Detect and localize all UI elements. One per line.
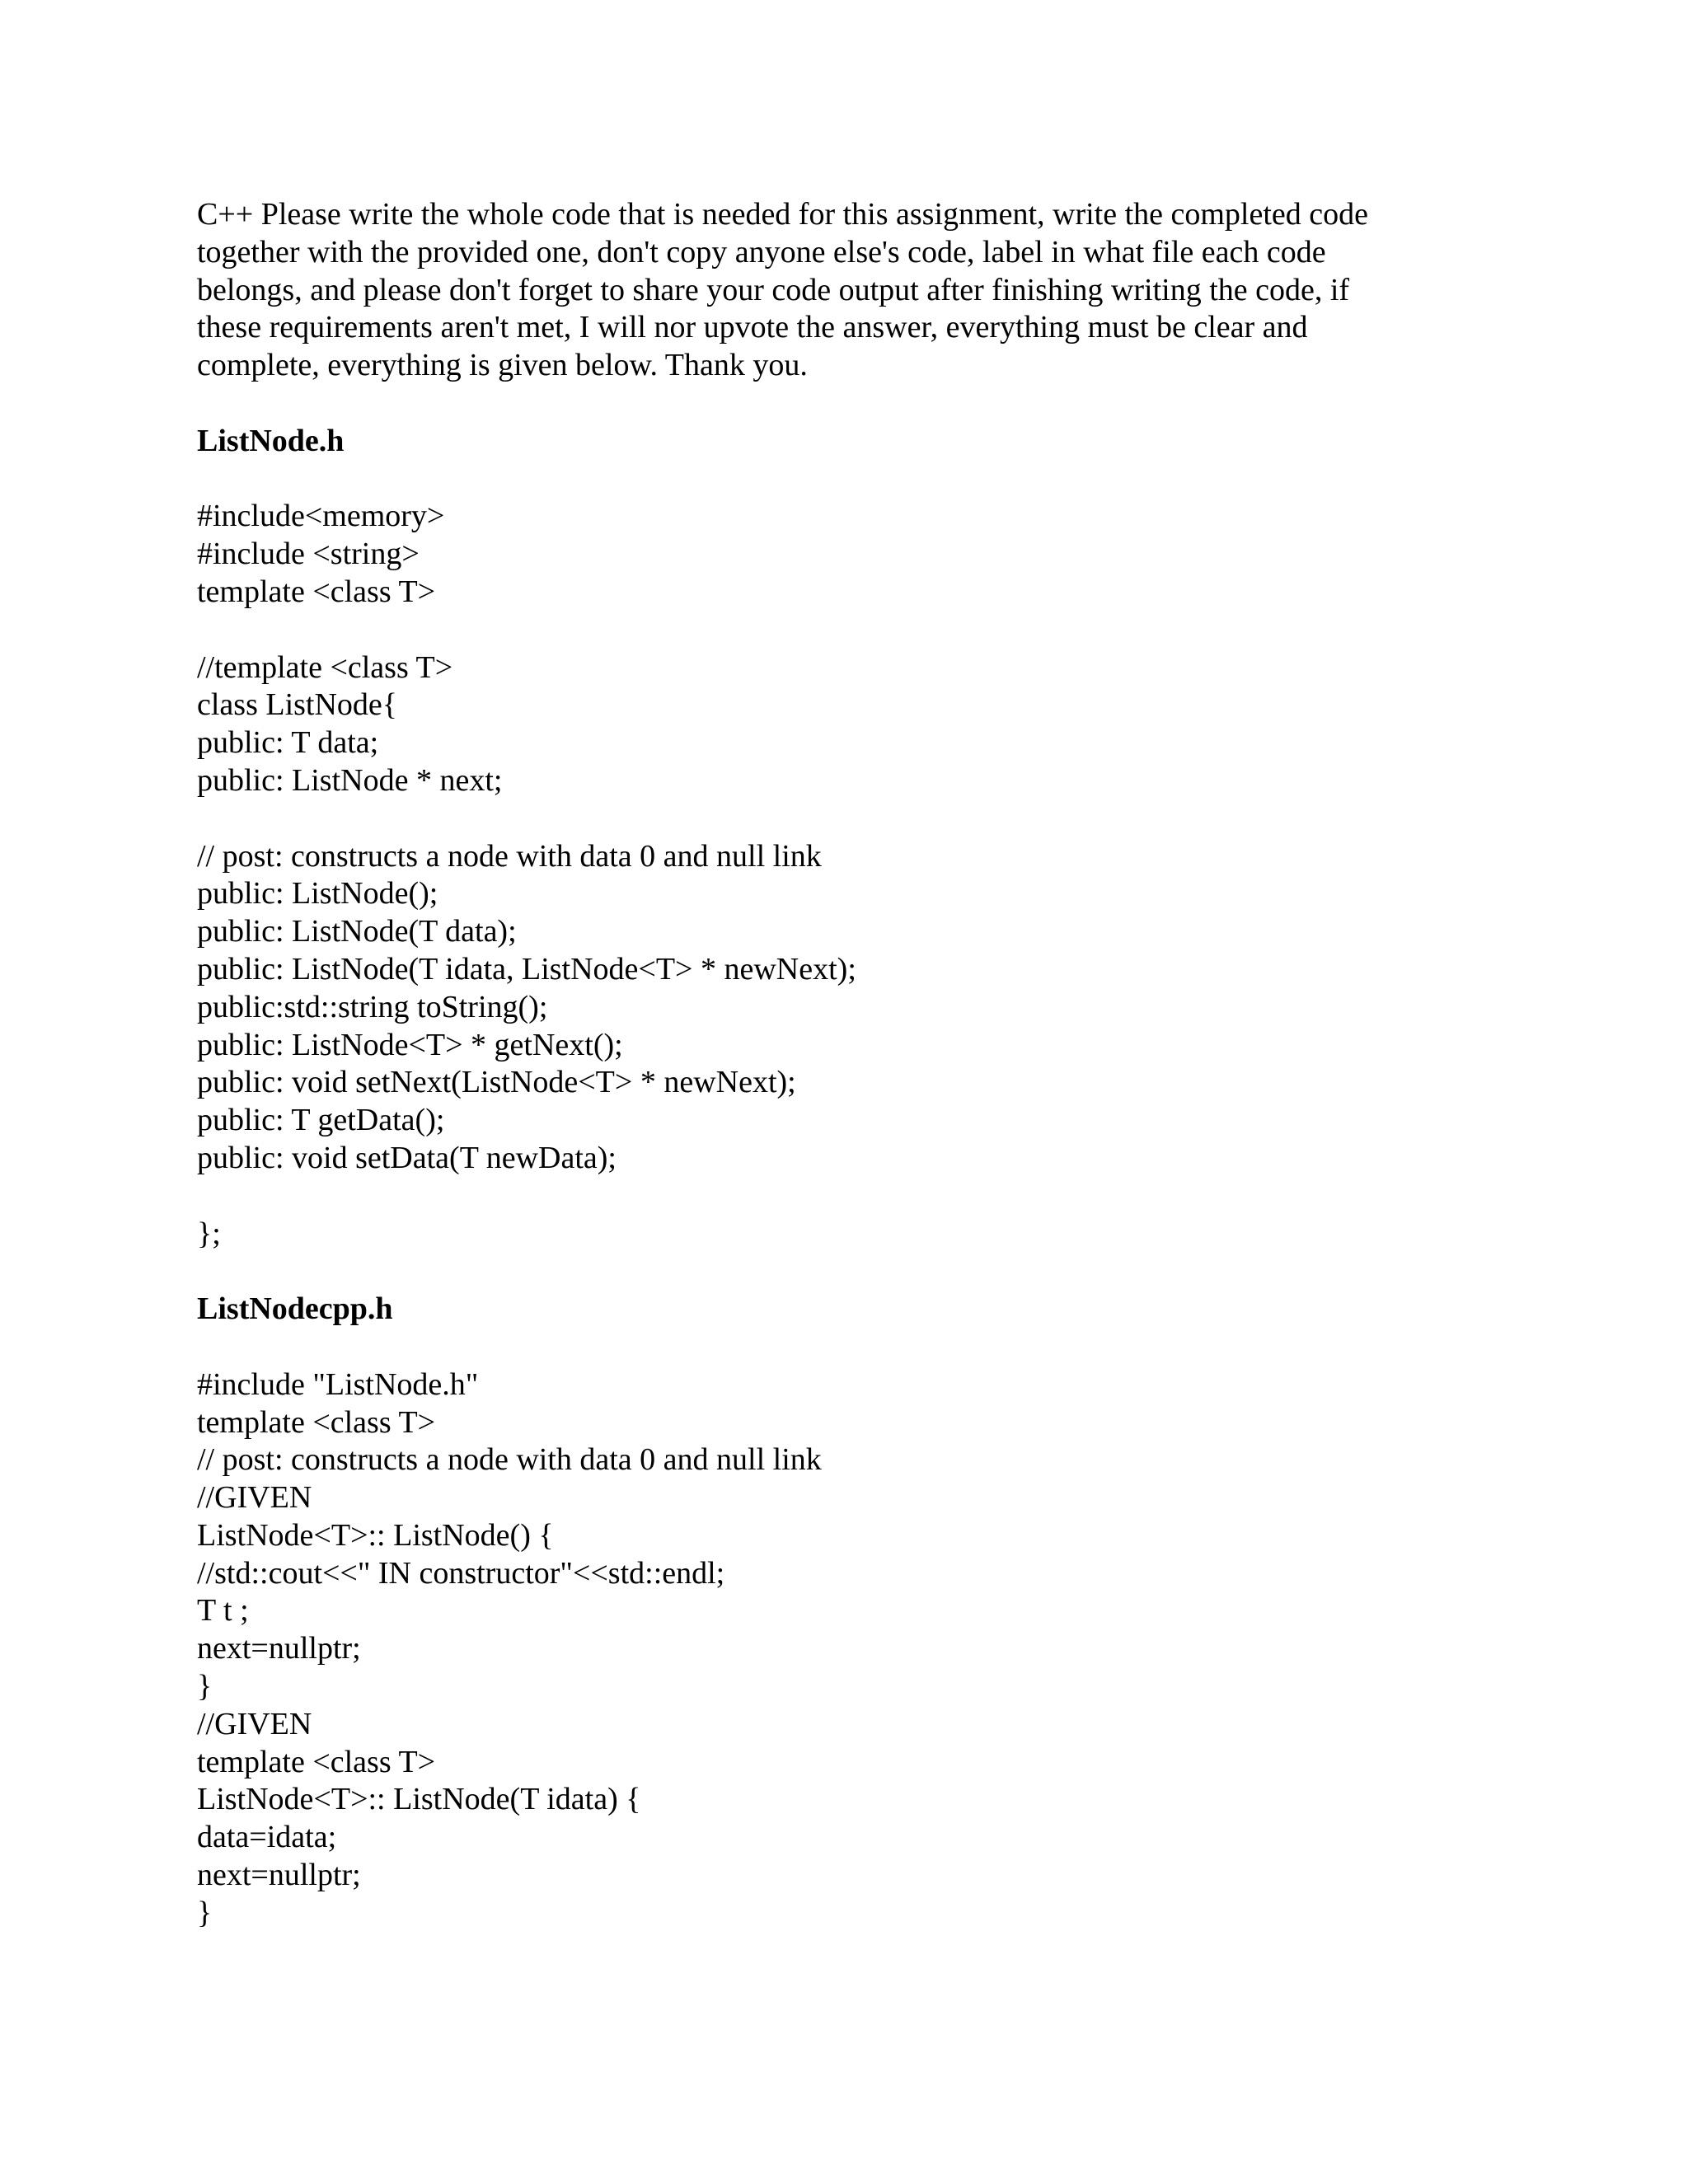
intro-line: belongs, and please don't forget to share your code output after finishing writing the code, if bbox=[197, 272, 1350, 307]
intro-line: C++ Please write the whole code that is needed for this assignment, write the completed code bbox=[197, 197, 1369, 232]
code-line: public: void setData(T newData); bbox=[197, 1140, 617, 1175]
code-line: template <class T> bbox=[197, 1744, 436, 1779]
code-line: } bbox=[197, 1669, 213, 1704]
code-line: //GIVEN bbox=[197, 1480, 312, 1516]
code-line: #include<memory> bbox=[197, 499, 445, 534]
code-line: #include "ListNode.h" bbox=[197, 1366, 479, 1402]
file-heading-listnode-h: ListNode.h bbox=[197, 423, 345, 458]
code-line: template <class T> bbox=[197, 1404, 436, 1440]
code-line: T t ; bbox=[197, 1593, 249, 1629]
code-line: public: ListNode(); bbox=[197, 876, 438, 912]
code-line: public: ListNode<T> * getNext(); bbox=[197, 1027, 623, 1062]
code-line: template <class T> bbox=[197, 574, 436, 609]
intro-line: complete, everything is given below. Thank you. bbox=[197, 348, 808, 383]
code-line: public:std::string toString(); bbox=[197, 989, 548, 1024]
code-line: // post: constructs a node with data 0 and null link bbox=[197, 838, 822, 874]
code-line: public: ListNode * next; bbox=[197, 762, 503, 798]
code-line: public: T data; bbox=[197, 725, 379, 761]
code-line: public: ListNode(T idata, ListNode<T> * newNext); bbox=[197, 951, 856, 987]
code-line: public: ListNode(T data); bbox=[197, 914, 517, 949]
code-line: ListNode<T>:: ListNode() { bbox=[197, 1517, 554, 1553]
code-line: //GIVEN bbox=[197, 1706, 312, 1741]
code-line: public: T getData(); bbox=[197, 1103, 445, 1138]
code-line: next=nullptr; bbox=[197, 1858, 361, 1893]
code-line: }; bbox=[197, 1216, 221, 1251]
file-heading-listnodecpp-h: ListNodecpp.h bbox=[197, 1291, 393, 1327]
code-line: public: void setNext(ListNode<T> * newNext); bbox=[197, 1065, 796, 1100]
document-page bbox=[197, 196, 1516, 1933]
code-line: // post: constructs a node with data 0 and null link bbox=[197, 1442, 822, 1478]
intro-line: together with the provided one, don't copy anyone else's code, label in what file each code bbox=[197, 234, 1326, 269]
code-line: next=nullptr; bbox=[197, 1631, 361, 1666]
intro-line: these requirements aren't met, I will nor upvote the answer, everything must be clear and bbox=[197, 310, 1308, 345]
code-line: class ListNode{ bbox=[197, 687, 398, 723]
code-line: } bbox=[197, 1895, 213, 1930]
code-line: //template <class T> bbox=[197, 649, 453, 685]
code-line: #include <string> bbox=[197, 537, 420, 572]
code-line: data=idata; bbox=[197, 1820, 337, 1855]
intro-paragraph bbox=[197, 196, 1516, 1933]
code-line: ListNode<T>:: ListNode(T idata) { bbox=[197, 1782, 641, 1817]
code-line: //std::cout<<" IN constructor"<<std::endl; bbox=[197, 1555, 725, 1591]
